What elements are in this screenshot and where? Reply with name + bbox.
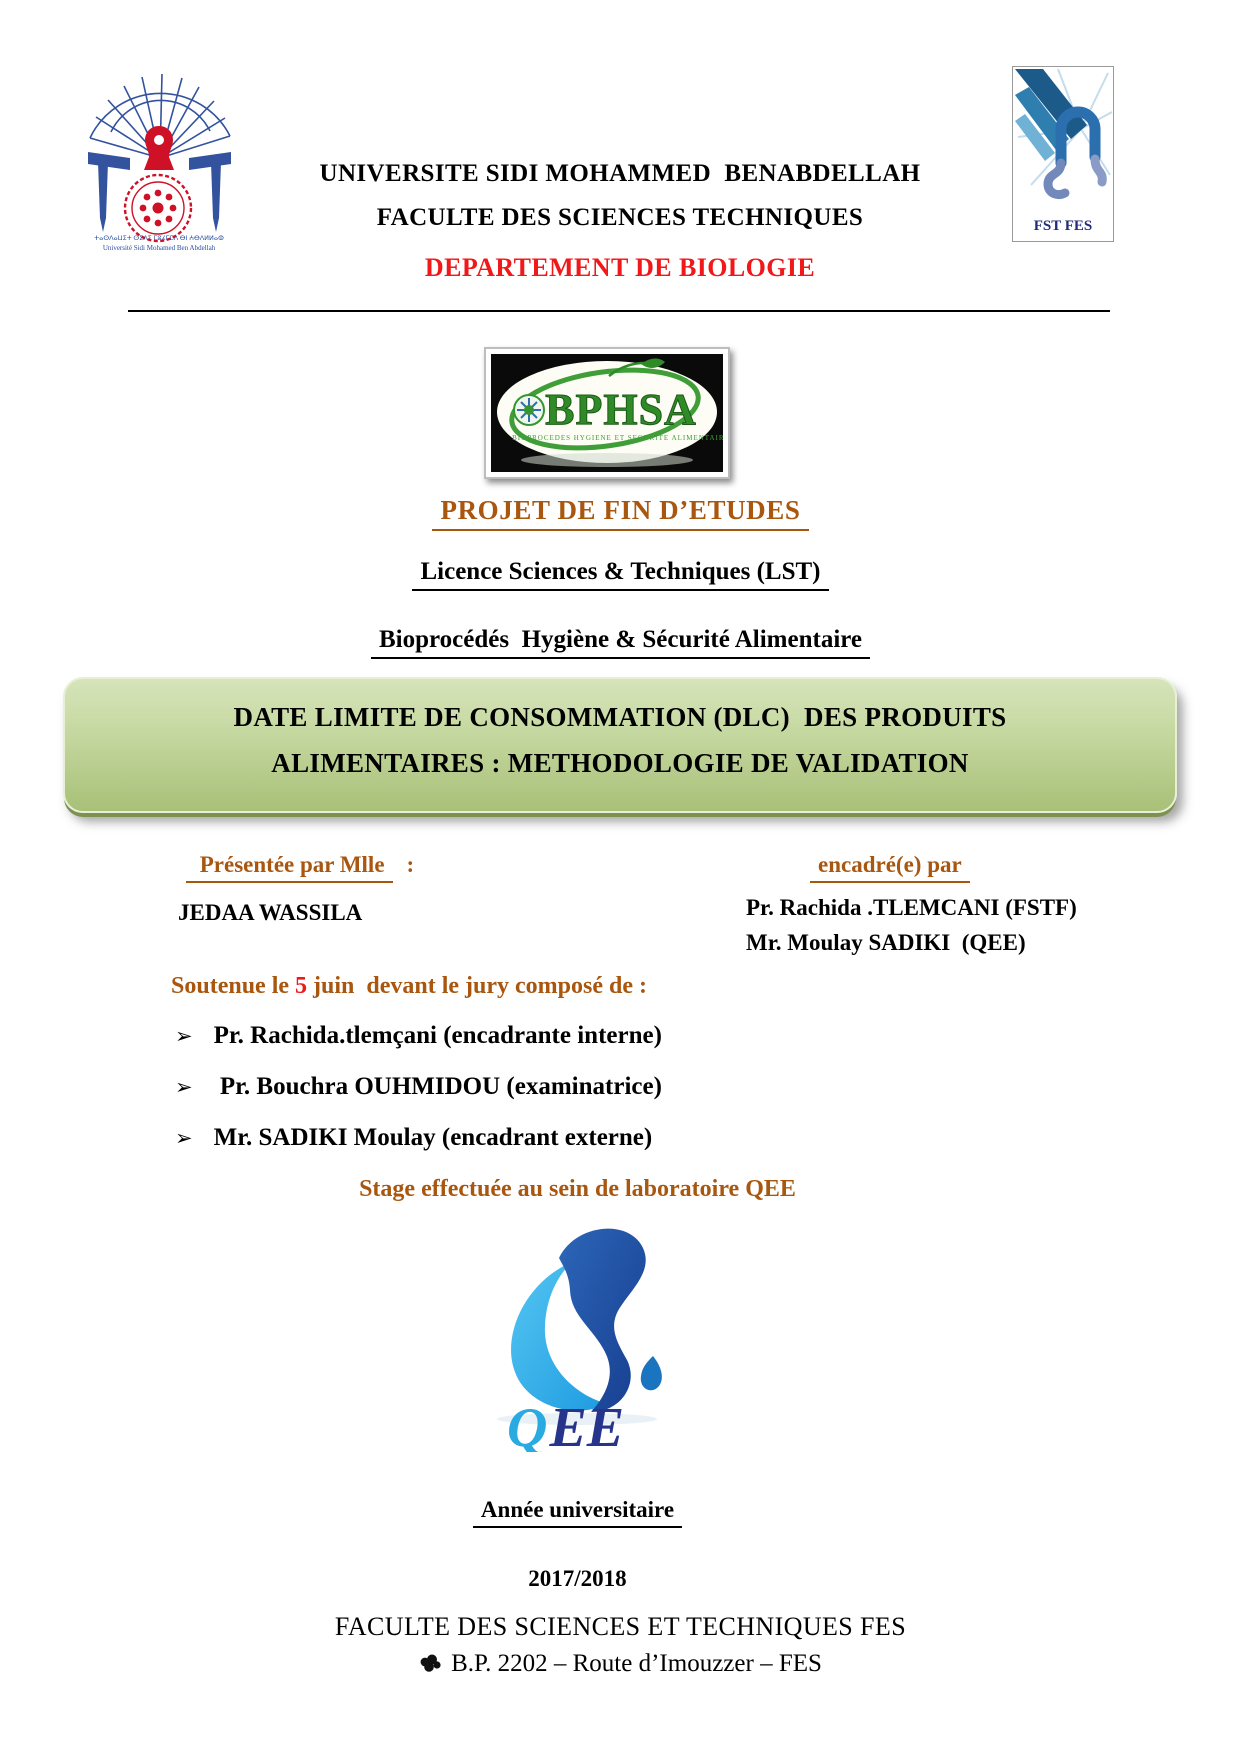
qee-logo (0, 1214, 1155, 1457)
footer-address: B.P. 2202 – Route d’Imouzzer – FES (451, 1650, 822, 1677)
student-name: JEDAA WASSILA (178, 900, 363, 925)
defense-line (171, 973, 647, 1000)
jury-list (175, 1022, 662, 1175)
arrow-bullet-icon: ➢ (175, 1024, 193, 1048)
jury-item (175, 1124, 662, 1152)
supervised-by-label-row (810, 852, 970, 883)
usmba-logo (82, 70, 237, 252)
faculty-name: FACULTE DES SCIENCES TECHNIQUES (376, 204, 864, 231)
thesis-title-box (63, 677, 1177, 813)
presented-by-label-row (186, 852, 414, 883)
project-type-text: PROJET DE FIN D’ETUDES (432, 495, 808, 531)
svg-text:QEE (507, 1397, 624, 1452)
jury-member-1: Pr. Rachida.tlemçani (encadrante interne) (213, 1022, 662, 1049)
defense-suffix: juin devant le jury composé de : (307, 973, 647, 999)
footer-faculty: FACULTE DES SCIENCES ET TECHNIQUES FES (334, 1612, 907, 1641)
usmba-caption: Université Sidi Mohamed Ben Abdellah (102, 244, 216, 252)
bphsa-emblem-icon (491, 354, 723, 472)
project-type-title (0, 495, 1241, 531)
footer-address-row (0, 1650, 1241, 1678)
bphsa-logo (484, 347, 730, 479)
bphsa-subtitle: BIOPROCEDES HYGIENE ET SECURITE ALIMENTAIRE (512, 434, 723, 442)
arrow-bullet-icon: ➢ (175, 1126, 193, 1150)
thesis-title-line1: DATE LIMITE DE CONSOMMATION (DLC) DES PRODUITS (233, 702, 1007, 732)
presented-by-colon: : (406, 852, 415, 877)
department-name: DEPARTEMENT DE BIOLOGIE (424, 253, 816, 282)
degree-title (0, 558, 1241, 591)
jury-item (175, 1073, 662, 1101)
usmba-emblem-icon (82, 70, 237, 252)
usmba-caption-tifinagh: ⵜⴰⵙⴷⴰⵡⵉⵜ ⵙⵉⴷⵉ ⵎⵓⵃⵎⵎⴷ ⴱⵏ ⵄⴱⴷⵍⵍⴰⵀ (94, 235, 224, 242)
track-text: Bioprocédés Hygiène & Sécurité Alimentaire (371, 626, 870, 659)
thesis-title-line2: ALIMENTAIRES : METHODOLOGIE DE VALIDATION (271, 748, 969, 778)
jury-item (175, 1022, 662, 1050)
qee-letter-q: Q (507, 1397, 548, 1452)
header-rule (128, 310, 1110, 312)
header-text (240, 160, 1000, 283)
supervisor-list (746, 895, 1077, 956)
arrow-bullet-icon: ➢ (175, 1075, 193, 1099)
qee-drop-icon (475, 1214, 680, 1452)
university-name: UNIVERSITE SIDI MOHAMMED BENABDELLAH (319, 160, 921, 187)
presented-by-label: Présentée par Mlle (186, 852, 393, 883)
defense-prefix: Soutenue le (171, 973, 296, 999)
address-cluster-icon (419, 1654, 443, 1674)
qee-letters-ee: EE (549, 1397, 625, 1452)
defense-day: 5 (295, 973, 308, 999)
supervised-by-label: encadré(e) par (810, 852, 970, 883)
track-title (0, 626, 1241, 659)
supervisor-1: Pr. Rachida .TLEMCANI (FSTF) (746, 895, 1077, 920)
academic-year-label-row (0, 1497, 1155, 1528)
jury-member-3: Mr. SADIKI Moulay (encadrant externe) (213, 1124, 653, 1151)
bphsa-acronym: BPHSA (545, 385, 697, 434)
internship-note: Stage effectuée au sein de laboratoire QEE (359, 1176, 796, 1202)
supervisor-2: Mr. Moulay SADIKI (QEE) (746, 930, 1026, 955)
fst-logo (1012, 66, 1114, 242)
fst-emblem-icon (1013, 67, 1113, 241)
fst-logo-text: FST FES (1033, 218, 1093, 234)
jury-member-2: Pr. Bouchra OUHMIDOU (examinatrice) (213, 1073, 662, 1100)
academic-year-value: 2017/2018 (528, 1566, 627, 1591)
degree-text: Licence Sciences & Techniques (LST) (412, 558, 828, 591)
academic-year-label: Année universitaire (473, 1497, 682, 1528)
